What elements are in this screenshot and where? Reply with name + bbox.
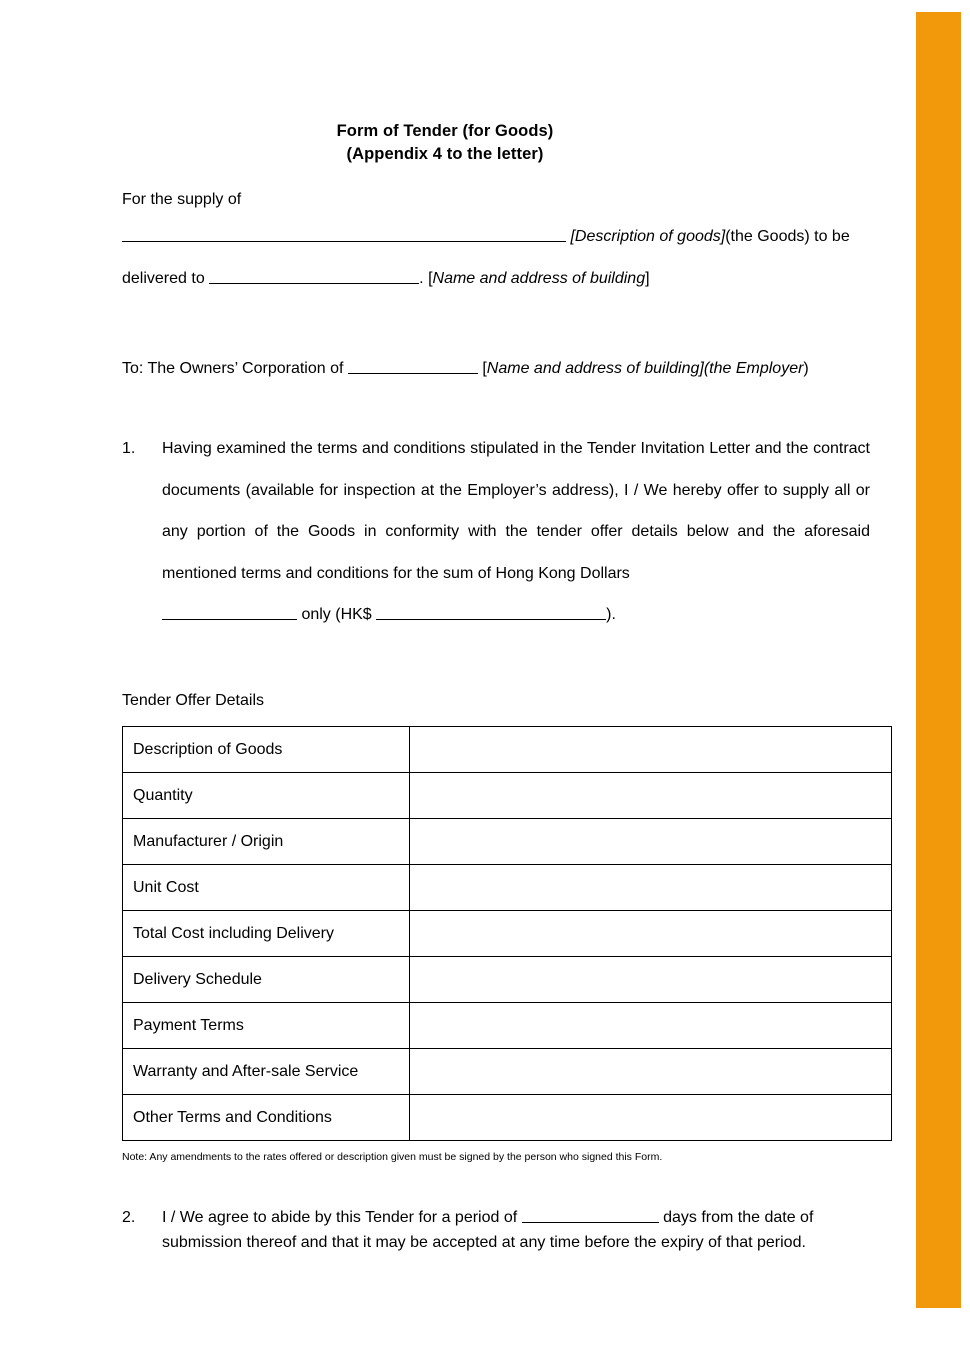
validity-days-blank[interactable] <box>522 1207 659 1223</box>
delivered-to-bracket-open: [ <box>428 270 433 287</box>
table-row <box>123 819 892 865</box>
table-row <box>123 727 892 773</box>
table-row <box>123 1003 892 1049</box>
clause-1-amount-line <box>162 594 870 636</box>
amount-close-paren: ). <box>606 606 616 623</box>
clause-1-body: Having examined the terms and conditions stipulated in the Tender Invitation Letter and the contract documents (available for inspection at the Employer’s address), I / We hereby offer to supply all or any portion of the Goods in conformity with the tender offer details below and the aforesaid mentioned terms and conditions for the sum of Hong Kong Dollars <box>162 440 870 582</box>
employer-definition-hint: (the Employer <box>703 360 804 377</box>
employer-definition-close: ) <box>803 360 809 377</box>
row-label: Payment Terms <box>123 1003 410 1049</box>
employer-address-blank[interactable] <box>348 358 478 374</box>
row-value-field[interactable] <box>410 773 892 819</box>
description-of-goods-hint: [Description of goods] <box>570 228 726 245</box>
employer-bracket-open: [ <box>482 360 487 377</box>
employer-addressee-line <box>122 357 809 381</box>
supply-label: For the supply of <box>122 191 242 208</box>
delivered-to-hint: Name and address of building <box>432 270 646 287</box>
row-value-field[interactable] <box>410 1095 892 1141</box>
row-label: Description of Goods <box>123 727 410 773</box>
row-value-field[interactable] <box>410 819 892 865</box>
clause-2-body-before: I / We agree to abide by this Tender for a period of <box>162 1209 518 1226</box>
amount-in-figures-blank[interactable] <box>376 604 606 620</box>
delivered-to-label: delivered to <box>122 270 205 287</box>
clause-2-body-after: days from the date of <box>663 1209 814 1226</box>
clause-1-number: 1. <box>122 440 136 457</box>
row-value-field[interactable] <box>410 911 892 957</box>
row-value-field[interactable] <box>410 957 892 1003</box>
employer-address-hint: Name and address of building] <box>486 360 704 377</box>
delivered-to-period: . <box>419 270 429 287</box>
table-row <box>123 1095 892 1141</box>
row-value-field[interactable] <box>410 1003 892 1049</box>
description-of-goods-tail: (the Goods) to be <box>725 228 850 245</box>
clause-1-text <box>162 428 870 636</box>
delivered-to-bracket-close: ] <box>645 270 650 287</box>
description-of-goods-blank[interactable] <box>122 226 566 242</box>
description-of-goods-line <box>122 225 850 249</box>
accent-bar-right <box>916 12 961 1308</box>
page-title <box>0 0 890 166</box>
clause-2 <box>122 1205 870 1255</box>
delivered-to-blank[interactable] <box>209 268 419 284</box>
row-label: Unit Cost <box>123 865 410 911</box>
table-row <box>123 865 892 911</box>
delivered-to-line <box>122 267 650 291</box>
tender-offer-details-heading: Tender Offer Details <box>122 692 264 709</box>
tender-offer-details-table <box>122 726 892 1141</box>
row-value-field[interactable] <box>410 727 892 773</box>
row-label: Other Terms and Conditions <box>123 1095 410 1141</box>
table-row <box>123 911 892 957</box>
page-title-line1: Form of Tender (for Goods) <box>336 122 554 140</box>
employer-addressee-label: To: The Owners’ Corporation of <box>122 360 344 377</box>
amount-in-words-blank[interactable] <box>162 604 297 620</box>
clause-2-number: 2. <box>122 1209 136 1226</box>
row-label: Total Cost including Delivery <box>123 911 410 957</box>
clause-2-text <box>162 1205 870 1255</box>
row-value-field[interactable] <box>410 865 892 911</box>
clause-2-line2: submission thereof and that it may be accepted at any time before the expiry of that period. <box>162 1234 806 1251</box>
row-label: Manufacturer / Origin <box>123 819 410 865</box>
table-row <box>123 957 892 1003</box>
tender-offer-note: Note: Any amendments to the rates offered or description given must be signed by the person who signed this Form. <box>122 1151 663 1163</box>
row-label: Quantity <box>123 773 410 819</box>
row-label: Warranty and After-sale Service <box>123 1049 410 1095</box>
row-label: Delivery Schedule <box>123 957 410 1003</box>
row-value-field[interactable] <box>410 1049 892 1095</box>
table-row <box>123 773 892 819</box>
amount-only-label: only (HK$ <box>301 606 372 623</box>
page-title-line2: (Appendix 4 to the letter) <box>346 145 544 163</box>
clause-1 <box>122 428 870 636</box>
table-row <box>123 1049 892 1095</box>
